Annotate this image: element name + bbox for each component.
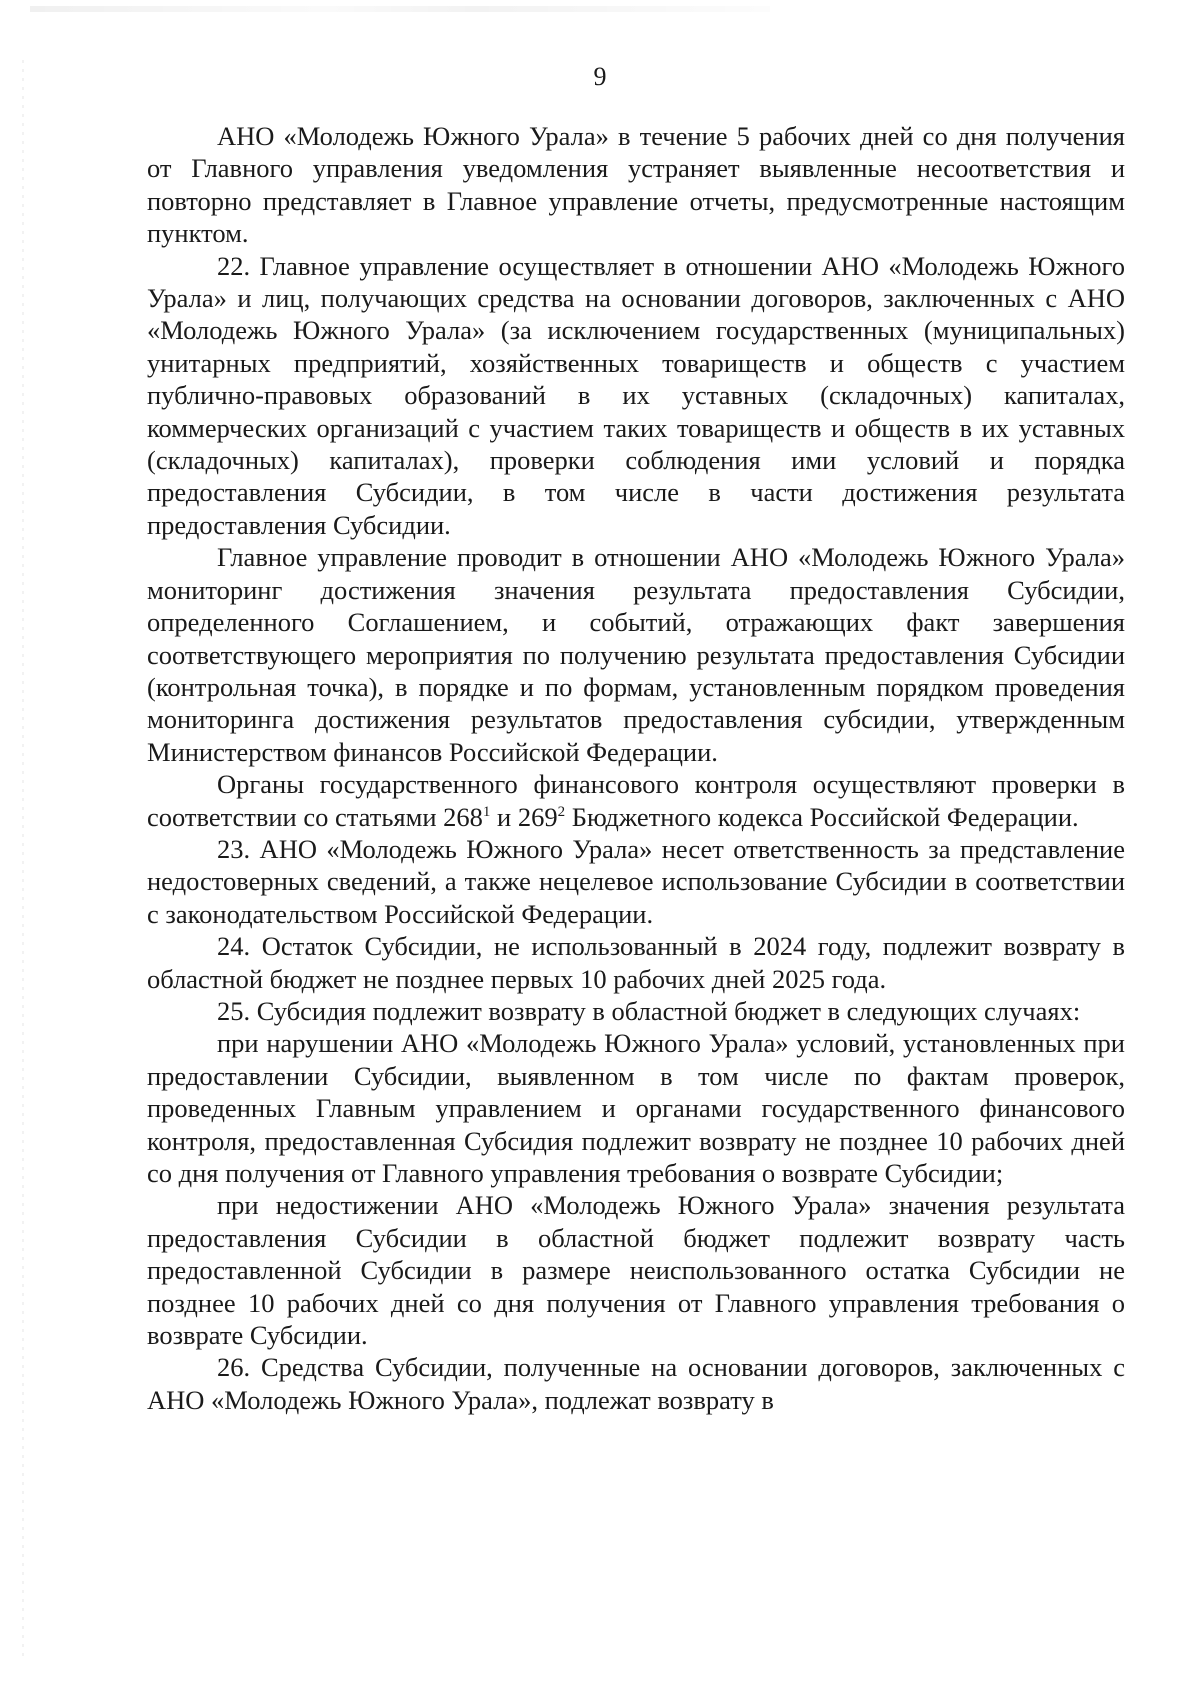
document-body bbox=[147, 120, 1125, 1416]
paragraph: при недостижении АНО «Молодежь Южного Урала» значения результата предоставления Субсидии в областной бюджет подлежит возврату часть предоставленной Субсидии в размере неиспользованного остатка Субсидии не позднее 10 рабочих дней со дня получения от Главного управления требования о возврате Субсидии. bbox=[147, 1190, 1125, 1351]
paragraph-clause-24: 24. Остаток Субсидии, не использованный в 2024 году, подлежит возврату в областной бюджет не позднее первых 10 рабочих дней 2025 года. bbox=[147, 931, 1125, 994]
superscript: 2 bbox=[557, 803, 566, 820]
paragraph: при нарушении АНО «Молодежь Южного Урала» условий, установленных при предоставлении Субсидии, выявленном в том числе по фактам проверок, проведенных Главным управлением и органами государственного финансового контроля, предоставленная Субсидия подлежит возврату не позднее 10 рабочих дней со дня получения от Главного управления требования о возврате Субсидии; bbox=[147, 1028, 1125, 1188]
page-number: 9 bbox=[593, 62, 607, 91]
paragraph-clause-25: 25. Субсидия подлежит возврату в областной бюджет в следующих случаях: bbox=[217, 995, 1081, 1026]
paragraph-clause-22: 22. Главное управление осуществляет в отношении АНО «Молодежь Южного Урала» и лиц, получающих средства на основании договоров, заключенных с АНО «Молодежь Южного Урала» (за исключением государственных (муниципальных) унитарных предприятий, хозяйственных товариществ и обществ с участием публично-правовых образований в их уставных (складочных) капиталах, коммерческих организаций с участием таких товариществ и обществ в их уставных (складочных) капиталах), проверки соблюдения ими условий и порядка предоставления Субсидии, в том числе в части достижения результата предоставления Субсидии. bbox=[147, 250, 1125, 540]
paragraph-clause-23: 23. АНО «Молодежь Южного Урала» несет ответственность за представление недостоверных сведений, а также нецелевое использование Субсидии в соответствии с законодательством Российской Федерации. bbox=[147, 833, 1125, 929]
superscript: 1 bbox=[482, 803, 491, 820]
scan-artifact-left bbox=[22, 60, 24, 1660]
paragraph-text: Бюджетного кодекса Российской Федерации. bbox=[565, 801, 1079, 832]
paragraph: АНО «Молодежь Южного Урала» в течение 5 рабочих дней со дня получения от Главного управления уведомления устраняет выявленные несоответствия и повторно представляет в Главное управление отчеты, предусмотренные настоящим пунктом. bbox=[147, 121, 1125, 249]
paragraph-text: и 269 bbox=[490, 801, 558, 832]
paragraph-text: Органы государственного финансового контроля осуществляют проверки в соответствии со статьями 268 bbox=[147, 769, 1125, 832]
paragraph: Главное управление проводит в отношении АНО «Молодежь Южного Урала» мониторинг достижения значения результата предоставления Субсидии, определенного Соглашением, и событий, отражающих факт завершения соответствующего мероприятия по получению результата предоставления Субсидии (контрольная точка), в порядке и по формам, установленным порядком проведения мониторинга достижения результатов предоставления субсидии, утвержденным Министерством финансов Российской Федерации. bbox=[147, 542, 1125, 767]
scan-artifact-top bbox=[30, 6, 770, 12]
paragraph-clause-26: 26. Средства Субсидии, полученные на основании договоров, заключенных с АНО «Молодежь Южного Урала», подлежат возврату в bbox=[147, 1352, 1125, 1415]
paragraph-with-footnote-refs bbox=[147, 768, 1125, 833]
